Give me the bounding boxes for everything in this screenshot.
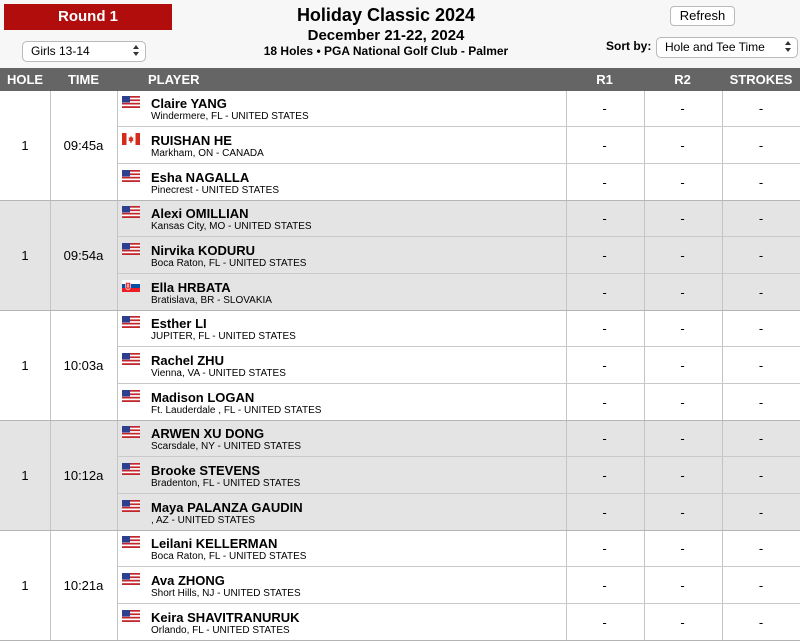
player-row[interactable] bbox=[118, 605, 800, 641]
score-r2: - bbox=[680, 101, 685, 116]
player-location: Bradenton, FL - UNITED STATES bbox=[151, 478, 301, 489]
score-strokes: - bbox=[758, 358, 764, 373]
score-strokes: - bbox=[758, 395, 764, 410]
player-row[interactable] bbox=[118, 275, 800, 311]
score-r1: - bbox=[602, 505, 607, 520]
player-location: Markham, ON - CANADA bbox=[151, 148, 264, 159]
sort-select-value: Hole and Tee Time bbox=[665, 40, 765, 54]
score-strokes: - bbox=[758, 431, 764, 446]
tee-time-cell: 10:21a bbox=[63, 578, 104, 593]
score-r2: - bbox=[680, 321, 685, 336]
score-r2: - bbox=[680, 395, 685, 410]
score-r1: - bbox=[602, 211, 607, 226]
player-location: Vienna, VA - UNITED STATES bbox=[151, 368, 286, 379]
tee-time-cell: 10:12a bbox=[63, 468, 104, 483]
player-name[interactable]: Nirvika KODURU bbox=[151, 243, 256, 258]
column-time[interactable]: TIME bbox=[67, 72, 100, 87]
score-strokes: - bbox=[758, 211, 764, 226]
hole-cell: 1 bbox=[21, 578, 29, 593]
score-strokes: - bbox=[758, 248, 764, 263]
player-row[interactable] bbox=[118, 568, 800, 604]
score-strokes: - bbox=[758, 101, 764, 116]
player-row[interactable] bbox=[118, 421, 800, 457]
player-row[interactable] bbox=[118, 531, 800, 567]
player-row[interactable] bbox=[118, 165, 800, 201]
us-flag-icon bbox=[122, 500, 140, 512]
player-location: Windermere, FL - UNITED STATES bbox=[151, 111, 309, 122]
score-strokes: - bbox=[758, 285, 764, 300]
refresh-button[interactable]: Refresh bbox=[670, 6, 735, 26]
player-name[interactable]: Claire YANG bbox=[151, 96, 227, 111]
score-r2: - bbox=[680, 468, 685, 483]
us-flag-icon bbox=[122, 390, 140, 402]
player-name[interactable]: Ella HRBATA bbox=[151, 280, 231, 295]
score-r1: - bbox=[602, 101, 607, 116]
player-location: Bratislava, BR - SLOVAKIA bbox=[151, 295, 272, 306]
score-r1: - bbox=[602, 541, 607, 556]
player-row[interactable] bbox=[118, 348, 800, 384]
player-location: Boca Raton, FL - UNITED STATES bbox=[151, 551, 307, 562]
score-r2: - bbox=[680, 431, 685, 446]
score-r2: - bbox=[680, 615, 685, 630]
score-r2: - bbox=[680, 175, 685, 190]
score-r1: - bbox=[602, 285, 607, 300]
score-strokes: - bbox=[758, 578, 764, 593]
page-header bbox=[0, 0, 800, 68]
score-strokes: - bbox=[758, 541, 764, 556]
canada-flag-icon bbox=[122, 133, 140, 145]
score-strokes: - bbox=[758, 175, 764, 190]
player-row[interactable] bbox=[118, 238, 800, 274]
player-row[interactable] bbox=[118, 311, 800, 347]
player-name[interactable]: Esther LI bbox=[151, 316, 207, 331]
player-row[interactable] bbox=[118, 495, 800, 531]
score-r1: - bbox=[602, 321, 607, 336]
tournament-dates: December 21-22, 2024 bbox=[307, 27, 465, 44]
player-row[interactable] bbox=[118, 201, 800, 237]
player-name[interactable]: Leilani KELLERMAN bbox=[151, 536, 278, 551]
score-strokes: - bbox=[758, 505, 764, 520]
score-r1: - bbox=[602, 395, 607, 410]
score-r1: - bbox=[602, 248, 607, 263]
player-row[interactable] bbox=[118, 458, 800, 494]
us-flag-icon bbox=[122, 353, 140, 365]
hole-cell: 1 bbox=[21, 138, 29, 153]
player-name[interactable]: Maya PALANZA GAUDIN bbox=[151, 500, 303, 515]
select-chevron-icon bbox=[132, 44, 140, 58]
score-strokes: - bbox=[758, 138, 764, 153]
us-flag-icon bbox=[122, 426, 140, 438]
tee-time-group bbox=[0, 421, 800, 531]
score-strokes: - bbox=[758, 468, 764, 483]
us-flag-icon bbox=[122, 206, 140, 218]
sort-label: Sort by: bbox=[606, 39, 652, 53]
round-tab[interactable]: Round 1 bbox=[4, 4, 172, 30]
player-location: Boca Raton, FL - UNITED STATES bbox=[151, 258, 307, 269]
tee-time-cell: 09:54a bbox=[63, 248, 104, 263]
column-strokes[interactable]: STROKES bbox=[729, 72, 793, 87]
division-select[interactable] bbox=[22, 41, 146, 62]
player-location: Scarsdale, NY - UNITED STATES bbox=[151, 441, 302, 452]
us-flag-icon bbox=[122, 536, 140, 548]
table-header bbox=[0, 68, 800, 91]
score-r1: - bbox=[602, 431, 607, 446]
us-flag-icon bbox=[122, 170, 140, 182]
score-r1: - bbox=[602, 138, 607, 153]
score-r1: - bbox=[602, 358, 607, 373]
player-name[interactable]: Alexi OMILLIAN bbox=[151, 206, 249, 221]
column-hole[interactable]: HOLE bbox=[6, 72, 44, 87]
slovakia-flag-icon bbox=[122, 280, 140, 292]
column-r1[interactable]: R1 bbox=[596, 72, 613, 87]
player-name[interactable]: Esha NAGALLA bbox=[151, 170, 250, 185]
player-location: Short Hills, NJ - UNITED STATES bbox=[151, 588, 301, 599]
tournament-course: 18 Holes • PGA National Golf Club - Palmer bbox=[263, 44, 509, 58]
score-r2: - bbox=[680, 138, 685, 153]
score-r1: - bbox=[602, 175, 607, 190]
score-strokes: - bbox=[758, 321, 764, 336]
player-name[interactable]: ARWEN XU DONG bbox=[151, 426, 265, 441]
player-row[interactable] bbox=[118, 91, 800, 127]
us-flag-icon bbox=[122, 243, 140, 255]
hole-cell: 1 bbox=[21, 358, 29, 373]
score-r2: - bbox=[680, 358, 685, 373]
tournament-title: Holiday Classic 2024 bbox=[296, 5, 476, 25]
score-strokes: - bbox=[758, 615, 764, 630]
tee-time-group bbox=[0, 531, 800, 641]
us-flag-icon bbox=[122, 610, 140, 622]
player-location: , AZ - UNITED STATES bbox=[151, 515, 256, 526]
hole-cell: 1 bbox=[21, 248, 29, 263]
column-r2[interactable]: R2 bbox=[674, 72, 691, 87]
us-flag-icon bbox=[122, 316, 140, 328]
tee-time-group bbox=[0, 201, 800, 311]
player-name[interactable]: Brooke STEVENS bbox=[151, 463, 261, 478]
sort-select[interactable] bbox=[656, 37, 798, 58]
score-r2: - bbox=[680, 505, 685, 520]
tee-time-group bbox=[0, 91, 800, 201]
player-row[interactable] bbox=[118, 385, 800, 421]
player-name[interactable]: Ava ZHONG bbox=[151, 573, 225, 588]
score-r1: - bbox=[602, 578, 607, 593]
division-select-value: Girls 13-14 bbox=[31, 44, 90, 58]
player-location: Ft. Lauderdale , FL - UNITED STATES bbox=[151, 405, 322, 416]
score-r2: - bbox=[680, 248, 685, 263]
score-r2: - bbox=[680, 285, 685, 300]
player-name[interactable]: Keira SHAVITRANURUK bbox=[151, 610, 300, 625]
player-location: Pinecrest - UNITED STATES bbox=[151, 185, 279, 196]
player-name[interactable]: RUISHAN HE bbox=[151, 133, 232, 148]
us-flag-icon bbox=[122, 96, 140, 108]
us-flag-icon bbox=[122, 573, 140, 585]
player-location: Orlando, FL - UNITED STATES bbox=[151, 625, 290, 636]
column-player[interactable]: PLAYER bbox=[148, 72, 200, 87]
score-r2: - bbox=[680, 578, 685, 593]
score-r2: - bbox=[680, 211, 685, 226]
tee-time-group bbox=[0, 311, 800, 421]
player-location: JUPITER, FL - UNITED STATES bbox=[151, 331, 296, 342]
select-chevron-icon bbox=[784, 40, 792, 54]
score-r1: - bbox=[602, 468, 607, 483]
player-row[interactable] bbox=[118, 128, 800, 164]
score-r1: - bbox=[602, 615, 607, 630]
hole-cell: 1 bbox=[21, 468, 29, 483]
tee-time-cell: 09:45a bbox=[63, 138, 104, 153]
score-r2: - bbox=[680, 541, 685, 556]
player-name[interactable]: Rachel ZHU bbox=[151, 353, 224, 368]
us-flag-icon bbox=[122, 463, 140, 475]
player-location: Kansas City, MO - UNITED STATES bbox=[151, 221, 312, 232]
tee-time-cell: 10:03a bbox=[63, 358, 104, 373]
player-name[interactable]: Madison LOGAN bbox=[151, 390, 255, 405]
